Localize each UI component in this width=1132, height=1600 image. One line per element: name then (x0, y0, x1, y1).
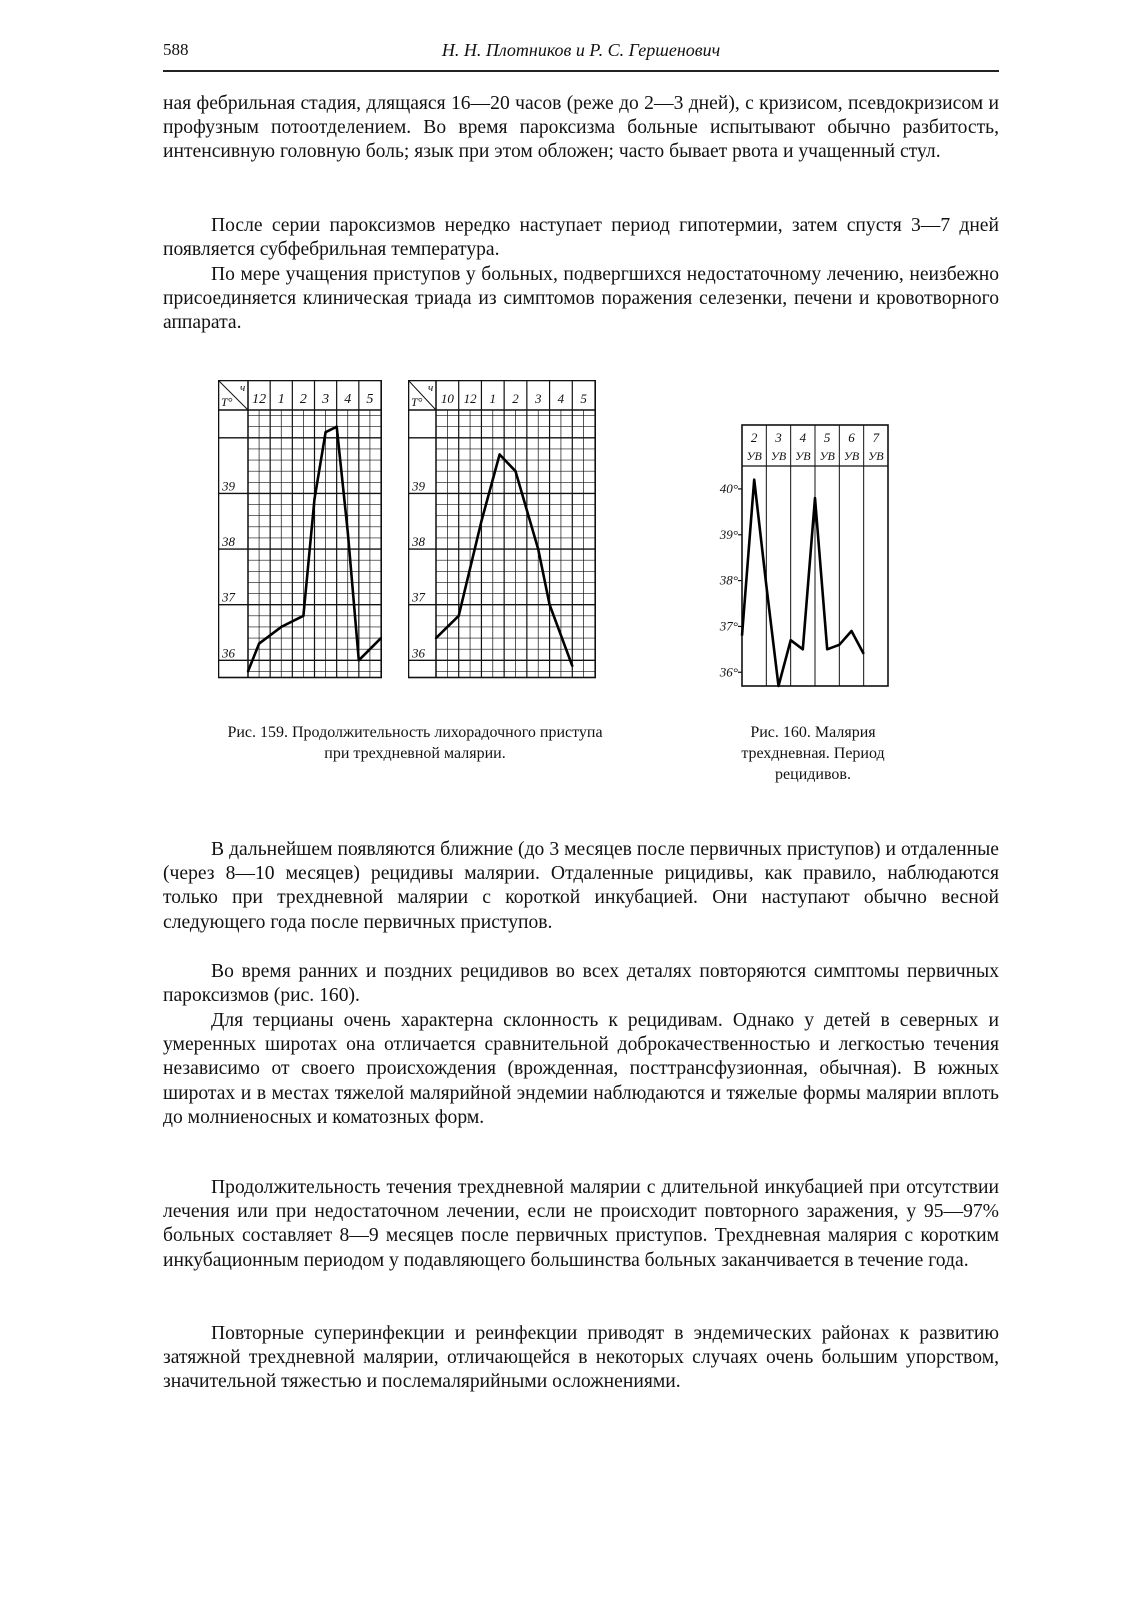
data-point (347, 531, 349, 533)
data-point (514, 470, 516, 472)
figure-159-chart-a (218, 380, 382, 680)
data-point (302, 615, 304, 617)
data-point (435, 637, 437, 639)
figure-159-chart-b (408, 380, 596, 680)
paragraph: По мере учащения приступов у больных, подвергшихся недостаточному лечению, неизбежно присоединяется клиническая триада из симптомов поражения селезенки, печени и кровотворного аппарата. (163, 264, 999, 334)
y-tick-label: 37 (222, 589, 235, 605)
x-tick-label: 3 (534, 391, 542, 406)
figure-160-caption: Рис. 160. Малярия трехдневная. Период рецидивов. (741, 724, 885, 783)
data-point (247, 670, 249, 672)
x-tick-label: 3 (775, 430, 782, 445)
y-tick-label: 37° (719, 618, 738, 634)
y-tick-label: 36 (412, 645, 425, 661)
data-point (571, 665, 573, 667)
paragraph: После серии пароксизмов нередко наступает период гипотермии, затем спустя 3—7 дней появляется субфебрильная температура. (163, 215, 999, 261)
x-tick-label: 4 (799, 430, 807, 445)
x-tick-label: УВ (770, 449, 787, 463)
data-point (358, 659, 360, 661)
x-tick-label: 7 (872, 430, 880, 445)
y-tick-label: 36 (222, 645, 235, 661)
y-tick-label: 38 (412, 534, 425, 550)
x-tick-label: УВ (819, 449, 835, 463)
y-tick-label: 40° (719, 480, 738, 496)
x-tick-label: 4 (344, 392, 352, 407)
data-point (313, 498, 315, 500)
running-head: Н. Н. Плотников и Р. С. Гершенович (441, 40, 721, 60)
y-tick-label: 39 (222, 478, 235, 494)
page-number: 588 (163, 40, 189, 59)
x-tick-label: 5 (366, 392, 374, 407)
paragraph-continued: ная фебрильная стадия, длящаяся 16—20 часов (реже до 2—3 дней), с кризисом, псевдокризисом и профузным потоотделением. Во время пароксизма больные испытывают обычно разбитость, интенсивную головную боль; язык при этом обложен; часто бывает рвота и учащенный стул. (163, 93, 999, 163)
data-point (548, 603, 550, 605)
x-tick-label: УВ (843, 449, 860, 463)
x-tick-label: 6 (848, 430, 855, 445)
corner-label: ч (240, 382, 246, 394)
y-tick-label: 39 (412, 478, 425, 494)
paragraph: Повторные суперинфекции и реинфекции приводят в эндемических районах к развитию затяжной трехдневной малярии, отличающейся в некоторых случаях очень большим упорством, значительной тяжестью и послемалярийными осложнениями. (163, 1323, 999, 1393)
data-point (258, 642, 260, 644)
corner-label: T° (221, 395, 233, 409)
paragraph: Во время ранних и поздних рецидивов во всех деталях повторяются симптомы первичных пароксизмов (рис. 160). (163, 961, 999, 1007)
x-tick-label: УВ (746, 449, 762, 463)
x-tick-label: 3 (322, 392, 330, 407)
data-point (324, 431, 326, 433)
x-tick-label: 10 (440, 391, 454, 406)
paragraph: Продолжительность течения трехдневной малярии с длительной инкубацией при отсутствии лечения или при недостаточном лечении, если не происходит повторного заражения, у 95—97% больных составляет 8—9 месяцев после первичных приступов. Трехдневная малярия с коротким инкубационным периодом у подавляющего большинства больных заканчивается в течение года. (163, 1177, 999, 1271)
y-tick-label: 36° (719, 664, 738, 680)
figure-160-chart (710, 424, 890, 690)
corner-label: T° (411, 395, 423, 409)
data-point (498, 453, 500, 455)
x-tick-label: 5 (823, 430, 831, 445)
paragraph: Для терцианы очень характерна склонность к рецидивам. Однако у детей в северных и умеренных широтах она отличается сравнительной доброкачественностью и легкостью течения независимо от своего происхождения (врожденная, посттрансфузионная, обычная). В южных широтах и в местах тяжелой малярийной эндемии наблюдаются и тяжелые формы малярии вплоть до молниеносных и коматозных форм. (163, 1010, 999, 1128)
data-point (458, 615, 460, 617)
y-tick-label: 38° (719, 572, 738, 588)
x-tick-label: 1 (489, 391, 497, 406)
x-tick-label: 5 (580, 391, 587, 406)
x-tick-label: 2 (299, 392, 307, 407)
data-point (480, 520, 482, 522)
temperature-curve (742, 480, 864, 686)
y-tick-label: 37 (412, 589, 425, 605)
x-tick-label: 4 (557, 391, 565, 406)
page-header (163, 36, 999, 72)
x-tick-label: 12 (252, 392, 267, 407)
data-point (280, 626, 282, 628)
data-point (537, 548, 539, 550)
x-tick-label: 2 (512, 391, 519, 406)
x-tick-label: УВ (868, 449, 884, 463)
y-tick-label: 39° (719, 526, 738, 542)
x-tick-label: 12 (463, 391, 477, 406)
y-tick-label: 38 (222, 534, 235, 550)
x-tick-label: 1 (277, 392, 285, 407)
data-point (335, 425, 337, 427)
paragraph: В дальнейшем появляются ближние (до 3 месяцев после первичных приступов) и отдаленные (через 8—10 месяцев) рецидивы малярии. Отдаленные рицидивы, как правило, наблюдаются только при трехдневной малярии с короткой инкубацией. Они наступают обычно весной следующего года после первичных приступов. (163, 839, 999, 933)
figure-159-caption: Рис. 159. Продолжительность лихорадочного приступа при трехдневной малярии. (227, 724, 603, 762)
x-tick-label: УВ (795, 449, 811, 463)
x-tick-label: 2 (750, 430, 758, 445)
corner-label: ч (428, 382, 434, 394)
